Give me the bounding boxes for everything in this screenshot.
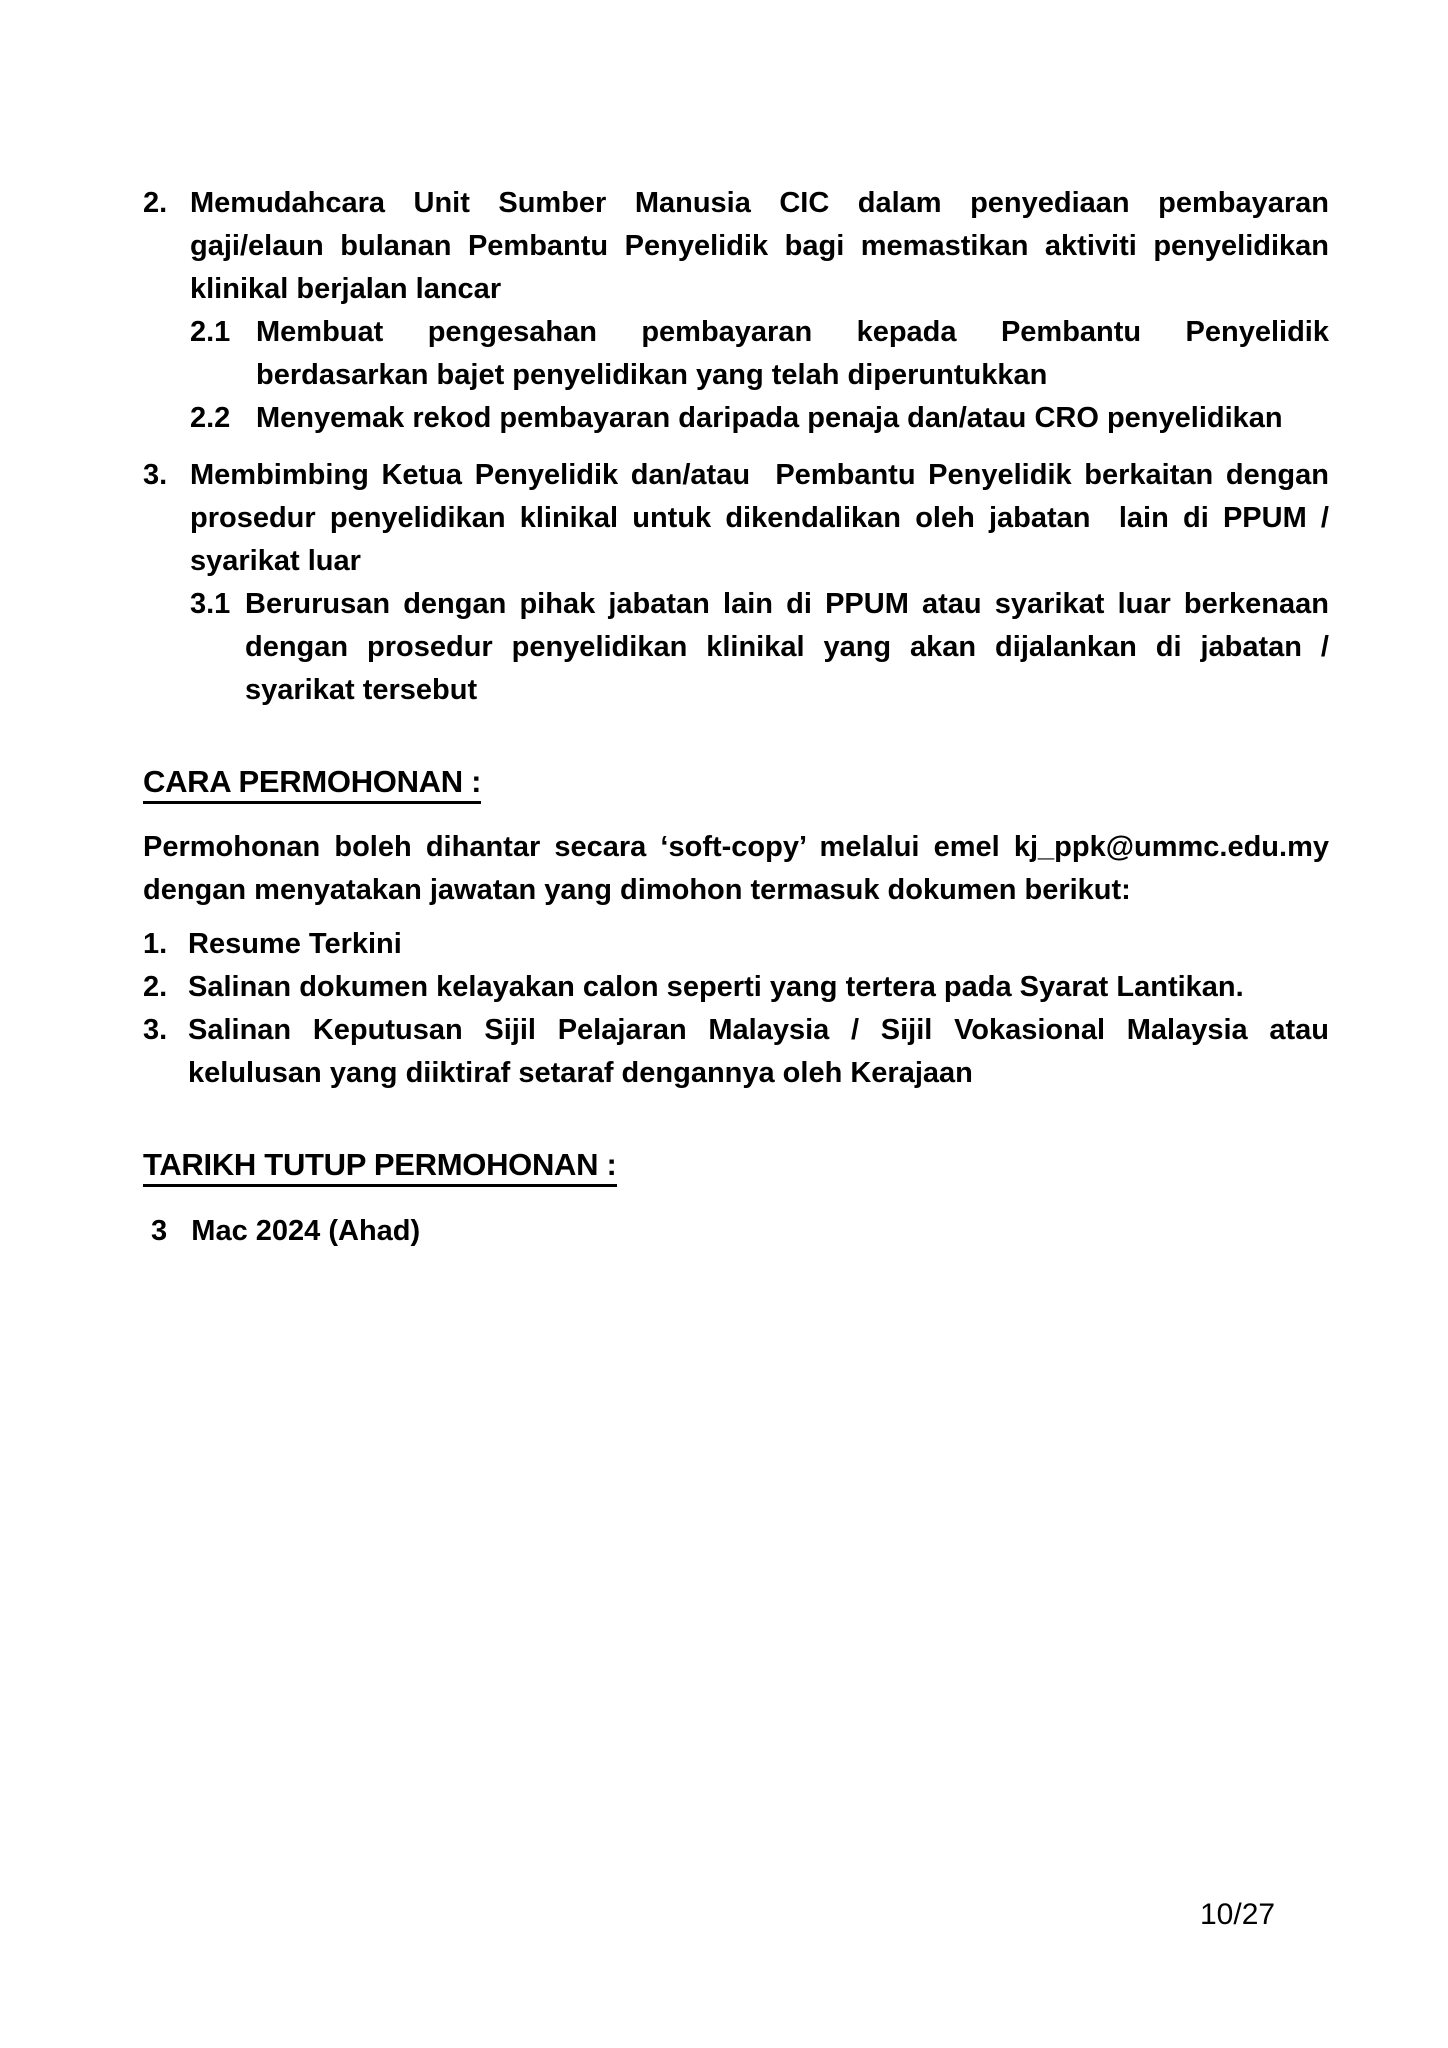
document-item-3-number: 3.: [143, 1014, 168, 1046]
duty-item-2-text: [190, 182, 1329, 311]
text-line: prosedur penyelidikan klinikal untuk dikendalikan oleh jabatan lain di PPUM /: [190, 502, 1329, 534]
required-documents-list: [143, 923, 1329, 1095]
page-content: [143, 182, 1329, 1253]
text-line: kelulusan yang diiktiraf setaraf dengannya oleh Kerajaan: [188, 1057, 973, 1089]
text-line: Permohonan boleh dihantar secara ‘soft-copy’ melalui emel kj_ppk@ummc.edu.my: [143, 831, 1329, 863]
text-line: dengan prosedur penyelidikan klinikal yang akan dijalankan di jabatan /: [245, 631, 1329, 663]
text-line: berdasarkan bajet penyelidikan yang telah diperuntukkan: [256, 359, 1048, 391]
closing-date-heading: [143, 1147, 1329, 1187]
duty-subitem-2-1-number: 2.1: [190, 316, 231, 348]
page-number: 10/27: [1200, 1898, 1276, 1931]
text-line: Memudahcara Unit Sumber Manusia CIC dalam penyediaan pembayaran: [190, 187, 1329, 219]
duty-subitem-2-1: [190, 311, 1329, 397]
text-line: Membimbing Ketua Penyelidik dan/atau Pembantu Penyelidik berkaitan dengan: [190, 459, 1329, 491]
text-line: syarikat luar: [190, 545, 361, 577]
duty-subitem-3-1-text: [245, 583, 1329, 712]
duty-item-2-number: 2.: [143, 187, 168, 219]
duty-subitem-2-2-number: 2.2: [190, 402, 231, 434]
document-item-2-text: [188, 966, 1329, 1009]
text-line: Salinan dokumen kelayakan calon seperti yang tertera pada Syarat Lantikan.: [188, 971, 1244, 1003]
document-item-1-text: [188, 923, 1329, 966]
document-item-1: [143, 923, 1329, 966]
text-line: syarikat tersebut: [245, 674, 478, 706]
document-item-2-number: 2.: [143, 971, 168, 1003]
duty-subitem-2-1-text: [256, 311, 1329, 397]
closing-date-heading-text: TARIKH TUTUP PERMOHONAN :: [143, 1150, 617, 1187]
text-line: Membuat pengesahan pembayaran kepada Pembantu Penyelidik: [256, 316, 1329, 348]
duty-subitem-2-2: [190, 397, 1329, 440]
text-line: dengan menyatakan jawatan yang dimohon termasuk dokumen berikut:: [143, 874, 1131, 906]
duty-item-3-text: [190, 454, 1329, 583]
document-item-3: [143, 1009, 1329, 1095]
duty-subitem-2-2-text: [256, 397, 1329, 440]
closing-date-value: 3 Mac 2024 (Ahad): [151, 1215, 421, 1247]
text-line: Menyemak rekod pembayaran daripada penaja dan/atau CRO penyelidikan: [256, 402, 1283, 434]
text-line: Resume Terkini: [188, 928, 402, 960]
application-method-heading: [143, 764, 1329, 804]
duty-item-2: [143, 182, 1329, 311]
document-item-3-text: [188, 1009, 1329, 1095]
text-line: Berurusan dengan pihak jabatan lain di PPUM atau syarikat luar berkenaan: [245, 588, 1329, 620]
document-item-1-number: 1.: [143, 928, 168, 960]
application-intro-paragraph: [143, 826, 1329, 912]
duty-subitem-3-1-number: 3.1: [190, 588, 231, 620]
application-method-heading-text: CARA PERMOHONAN :: [143, 767, 481, 804]
duty-subitem-3-1: [190, 583, 1329, 712]
document-item-2: [143, 966, 1329, 1009]
text-line: klinikal berjalan lancar: [190, 273, 502, 305]
duty-item-3: [143, 454, 1329, 583]
text-line: Salinan Keputusan Sijil Pelajaran Malaysia / Sijil Vokasional Malaysia atau: [188, 1014, 1329, 1046]
duty-item-3-number: 3.: [143, 459, 168, 491]
text-line: gaji/elaun bulanan Pembantu Penyelidik bagi memastikan aktiviti penyelidikan: [190, 230, 1329, 262]
